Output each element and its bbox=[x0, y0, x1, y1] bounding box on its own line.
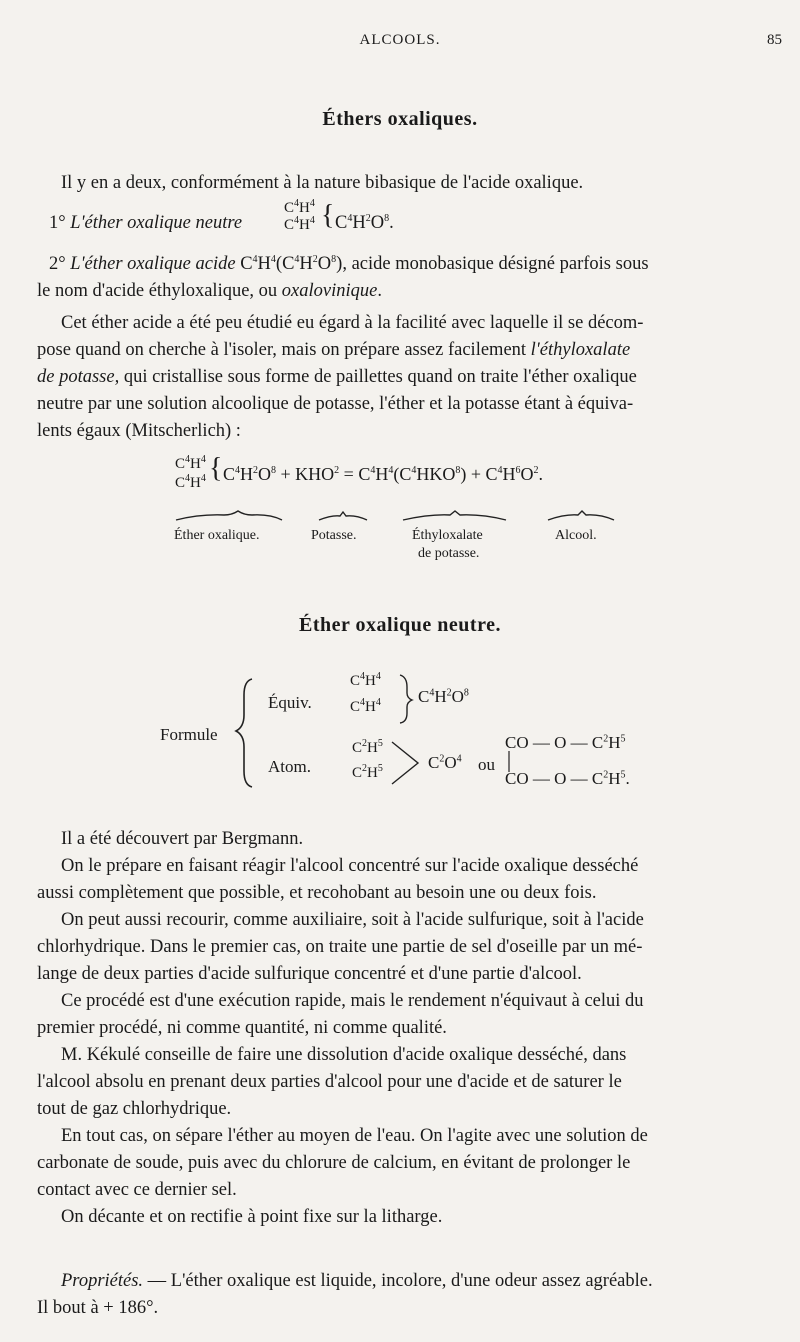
formula-brace-icon bbox=[0, 665, 800, 795]
item-2-prefix: 2° bbox=[49, 254, 66, 274]
section-heading-ether-neutre: Éther oxalique neutre. bbox=[299, 614, 501, 636]
paragraph-line: lange de deux parties d'acide sulfurique concentré et d'une partie d'alcool. bbox=[37, 964, 582, 984]
label-alcool: Alcool. bbox=[555, 528, 597, 543]
item-2-formula: $C^4H^4(C^4H^2O^8)$ bbox=[240, 253, 343, 274]
atom-formula-bottom: $C^2H^5$ bbox=[352, 763, 383, 781]
item-1-formula-stack: $C^4H^4$ $C^4H^4$ bbox=[284, 198, 315, 233]
item-1-prefix: 1° bbox=[49, 213, 66, 233]
label-ether-oxalique: Éther oxalique. bbox=[174, 528, 260, 543]
paragraph-line: On décante et on rectifie à point fixe sur la litharge. bbox=[61, 1207, 443, 1227]
paragraph bbox=[37, 853, 765, 907]
brace-icon: { bbox=[321, 200, 335, 231]
label-ethyloxalate: Éthyloxalate bbox=[412, 528, 483, 543]
item-2-rest: , acide monobasique désigné parfois sous bbox=[342, 254, 649, 274]
item-2-line2b: oxalovinique bbox=[281, 281, 378, 301]
properties-paragraph bbox=[37, 1268, 765, 1322]
paragraph-line: carbonate de soude, puis avec du chlorure de calcium, en évitant de prolonger le bbox=[37, 1153, 631, 1173]
paragraph-line: premier procédé, ni comme quantité, ni comme qualité. bbox=[37, 1018, 447, 1038]
italic-term-2: de potasse, bbox=[37, 367, 120, 387]
paragraph bbox=[37, 988, 765, 1042]
structural-formula-bottom: CO — O — $C^2H^5$. bbox=[505, 769, 630, 788]
para-line: neutre par une solution alcoolique de potasse, l'éther et la potasse étant à équiva- bbox=[37, 394, 634, 414]
paragraph bbox=[37, 1123, 765, 1204]
equiv-formula-top: $C^4H^4$ bbox=[350, 671, 381, 689]
formula-label: Formule bbox=[160, 725, 218, 744]
section-2-body bbox=[37, 826, 765, 1231]
section-heading-ethers-oxaliques: Éthers oxaliques. bbox=[322, 108, 478, 130]
item-1-name: L'éther oxalique neutre bbox=[70, 213, 243, 233]
item-2-name: L'éther oxalique acide bbox=[70, 254, 236, 274]
atom-label: Atom. bbox=[268, 757, 311, 776]
paragraph bbox=[37, 907, 765, 988]
paragraph bbox=[37, 826, 765, 853]
paragraph-line: tout de gaz chlorhydrique. bbox=[37, 1099, 232, 1119]
paragraph-line: aussi complètement que possible, et recohobant au besoin une ou deux fois. bbox=[37, 883, 597, 903]
italic-term: l'éthyloxalate bbox=[530, 340, 631, 360]
paragraph-line: chlorhydrique. Dans le premier cas, on traite une partie de sel d'oseille par un mé- bbox=[37, 937, 643, 957]
structural-formula-top: CO — O — $C^2H^5$ bbox=[505, 733, 626, 752]
label-potasse: Potasse. bbox=[311, 528, 357, 543]
equiv-label: Équiv. bbox=[268, 693, 312, 712]
item-1-formula: $C^4H^2O^8$. bbox=[335, 212, 394, 233]
paragraph-line: contact avec ce dernier sel. bbox=[37, 1180, 237, 1200]
item-2-line2a: le nom d'acide éthyloxalique, ou bbox=[37, 281, 278, 301]
equation-body: $C^4H^2O^8 + KHO^2 = C^4H^4(C^4HKO^8) + C^4H^6O^2$. bbox=[223, 464, 543, 484]
equiv-formula-bottom: $C^4H^4$ bbox=[350, 697, 381, 715]
equiv-formula-acid: $C^4H^2O^8$ bbox=[418, 687, 469, 706]
properties-label: Propriétés. bbox=[61, 1271, 144, 1291]
formula-block bbox=[0, 665, 800, 795]
atom-formula-top: $C^2H^5$ bbox=[352, 738, 383, 756]
item-2: 2° L'éther oxalique acide $C^4H^4(C^4H^2O^8)$, acide monobasique désigné parfois sous le nom d'acide éthyloxalique, ou oxalovinique. bbox=[37, 253, 649, 301]
brace-icon: { bbox=[209, 453, 223, 484]
para-line: lents égaux (Mitscherlich) : bbox=[37, 421, 241, 441]
running-title: ALCOOLS. bbox=[359, 32, 441, 48]
page-number: 85 bbox=[767, 32, 782, 48]
atom-formula-c2o4: $C^2O^4$ bbox=[428, 753, 462, 772]
label-de-potasse: de potasse. bbox=[418, 546, 480, 561]
paragraph-line: Il a été découvert par Bergmann. bbox=[61, 829, 304, 849]
paragraph-line: On peut aussi recourir, comme auxiliaire, soit à l'acide sulfurique, soit à l'acide bbox=[61, 910, 644, 930]
paragraph-line: Ce procédé est d'une exécution rapide, mais le rendement n'équivaut à celui du bbox=[61, 991, 644, 1011]
para-line: qui cristallise sous forme de paillettes quand on traite l'éther oxalique bbox=[123, 367, 637, 387]
para-line: pose quand on cherche à l'isoler, mais on prépare assez facilement bbox=[37, 340, 527, 360]
equation-stack: $C^4H^4$ $C^4H^4$ bbox=[175, 454, 206, 491]
paragraph-line: On le prépare en faisant réagir l'alcool concentré sur l'acide oxalique desséché bbox=[61, 856, 639, 876]
properties-text: — L'éther oxalique est liquide, incolore, d'une odeur assez agréable. bbox=[147, 1271, 653, 1291]
paragraph-line: En tout cas, on sépare l'éther au moyen de l'eau. On l'agite avec une solution de bbox=[61, 1126, 648, 1146]
paragraph bbox=[37, 1204, 765, 1231]
paragraph-line: M. Kékulé conseille de faire une dissolution d'acide oxalique desséché, dans bbox=[61, 1045, 627, 1065]
or-word: ou bbox=[478, 755, 495, 774]
boiling-point: Il bout à + 186°. bbox=[37, 1298, 159, 1318]
para-line: Cet éther acide a été peu étudié eu égard à la facilité avec laquelle il se décom- bbox=[61, 313, 644, 333]
intro-line: Il y en a deux, conformément à la nature bibasique de l'acide oxalique. bbox=[61, 173, 584, 193]
paragraph-line: l'alcool absolu en prenant deux parties d'alcool pour une d'acide et de saturer le bbox=[37, 1072, 622, 1092]
paragraph bbox=[37, 1042, 765, 1123]
